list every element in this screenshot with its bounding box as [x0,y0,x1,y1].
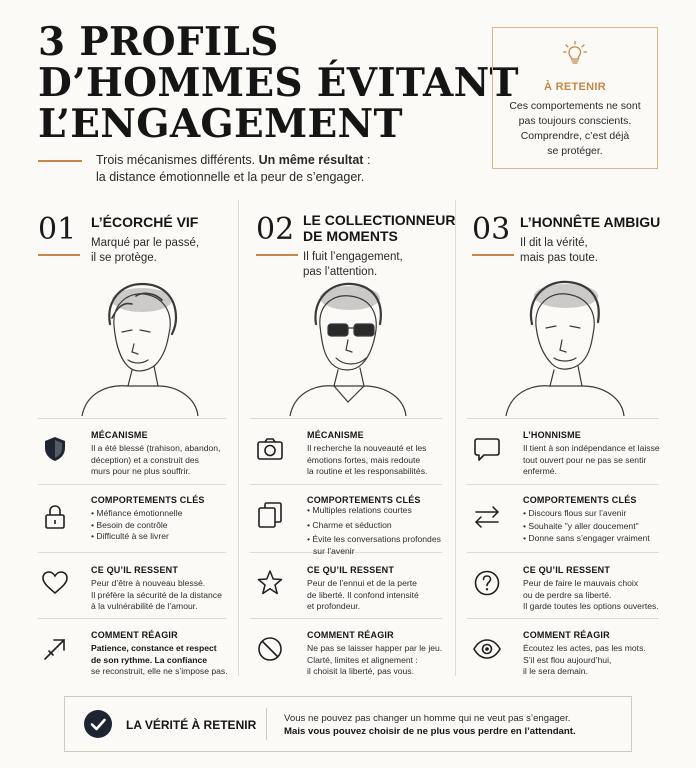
row-divider [467,618,659,619]
section-heading: CE QU’IL RESSENT [91,565,179,575]
section-heading: CE QU’IL RESSENT [523,565,611,575]
section-line: de liberté. Il confond intensité [307,589,419,600]
speech-bubble-icon [472,434,502,464]
section-line: Il a été blessé (trahison, abandon, [91,443,221,453]
portrait-sketch [62,266,212,416]
bullet-list [523,508,663,545]
profile-name [303,212,455,244]
bullet-item: • Évite les conversations profondes sur l’avenir [307,534,441,556]
section-line-bold: de son rythme. La confiance [91,654,208,665]
prohibited-icon [255,634,285,664]
section-line: Il tient à son indépendance et laisse [523,443,660,453]
section-text [91,643,239,678]
page-title [38,19,519,147]
row-divider [250,418,442,419]
section-line: enfermé. [523,466,557,476]
profile-name [91,214,198,230]
section-line: Peur d’être à nouveau blessé. [91,578,206,588]
section-line: il le sera demain. [523,666,588,676]
section-heading: COMPORTEMENTS CLÉS [91,495,205,505]
intro-bold: Un même résultat [258,153,364,167]
bullet-text: Besoin de contrôle [96,519,168,530]
number-accent-line [472,254,514,256]
section-line: se reconstruit, elle ne s’impose pas. [91,666,228,676]
row-divider [38,484,226,485]
portrait-sketch [490,266,640,416]
title-line: D’HOMMES ÉVITANT [38,60,519,106]
subtitle-line: pas l’attention. [303,266,378,278]
section-line: tout ouvert pour ne pas se sentir [523,454,647,465]
arrow-icon [40,634,70,664]
bullet-item: • Souhaite "y aller doucement" [523,520,639,531]
intro-accent-line [38,160,82,162]
intro-part1: Trois mécanismes différents. [96,153,259,167]
bullet-text: Discours flous sur l’avenir [528,508,627,518]
camera-icon [255,434,285,464]
heart-icon [40,568,70,598]
section-text [523,643,663,678]
bullet-item: • Méfiance émotionnelle [91,508,183,518]
subtitle-line: mais pas toute. [520,252,598,264]
profile-name-line: LE COLLECTIONNEUR [303,212,456,228]
banner-divider [266,708,267,740]
bullet-item: • Charme et séduction [307,519,392,530]
section-heading: COMMENT RÉAGIR [91,630,178,640]
section-text [523,578,663,613]
title-line: 3 PROFILS [38,19,279,65]
section-line: Peur de faire le mauvais choix [523,578,639,588]
section-line: la routine et les responsabilités. [307,466,428,476]
question-icon [472,568,502,598]
row-divider [467,484,659,485]
number-accent-line [38,254,80,256]
section-line: Écoutez les actes, pas les mots. [523,643,646,653]
retenir-line: pas toujours conscients. [518,115,632,127]
section-text [523,443,663,478]
profile-number: 03 [472,212,511,247]
profile-name-line: DE MOMENTS [303,228,398,244]
section-line: Clarté, limites et alignement : [307,654,418,665]
bullet-item: • Difficulté à se livrer [91,531,169,541]
row-divider [467,552,659,553]
bullet-text: Souhaite "y aller doucement" [528,520,639,531]
profile-number: 01 [38,212,77,247]
row-divider [38,618,226,619]
section-heading: MÉCANISME [307,430,364,440]
section-heading: COMMENT RÉAGIR [523,630,610,640]
retenir-line: Comprendre, c’est déjà [520,130,630,142]
row-divider [38,552,226,553]
bullet-text: Difficulté à se livrer [96,531,169,541]
portrait-sketch [272,266,422,416]
profile-number: 02 [256,212,295,247]
section-text [91,443,239,478]
section-heading: L’HONNISME [523,430,582,440]
bullet-text: Charme et séduction [312,519,392,530]
truth-text [284,712,624,738]
title-line: L’ENGAGEMENT [38,101,403,147]
section-heading: COMPORTEMENTS CLÉS [307,495,421,505]
subtitle-line: il se protège. [91,252,157,264]
row-divider [38,418,226,419]
section-line: Ne pas se laisser happer par le jeu. [307,643,443,653]
section-line: murs pour ne plus souffrir. [91,466,191,476]
intro-part2: : [363,153,371,167]
section-heading: COMMENT RÉAGIR [307,630,394,640]
retenir-label: À RETENIR [544,81,606,93]
double-arrow-icon [472,502,502,532]
row-divider [250,618,442,619]
section-text [307,643,447,678]
intro-text [96,152,396,186]
shield-icon [40,434,70,464]
subtitle-line: Il fuit l’engagement, [303,251,403,263]
profile-name-line: L’HONNÊTE AMBIGU [520,214,661,230]
star-icon [255,568,285,598]
retenir-line: se protéger. [547,145,603,157]
lightbulb-icon [561,40,589,68]
bullet-item: • Multiples relations courtes [307,505,412,515]
profile-subtitle [91,236,199,266]
number-accent-line [256,254,298,256]
stacked-cards-icon [255,500,285,530]
section-line: Peur de l’ennui et de la perte [307,578,417,588]
bullet-list [91,508,241,543]
section-line: déception) et a construit des [91,454,199,465]
section-heading: COMPORTEMENTS CLÉS [523,495,637,505]
padlock-icon [40,502,70,532]
retenir-box [492,27,658,169]
intro-line2: la distance émotionnelle et la peur de s’engager. [96,170,365,184]
truth-line: Vous ne pouvez pas changer un homme qui ne veut pas s’engager. [284,713,571,724]
section-line: Il recherche la nouveauté et les [307,443,427,453]
bullet-text: Donne sans s’engager vraiment [528,533,650,543]
bullet-item: • Discours flous sur l’avenir [523,508,627,518]
section-line: il choisit la liberté, pas vous. [307,666,414,676]
bullet-list [307,505,447,557]
truth-title: LA VÉRITÉ À RETENIR [126,718,257,732]
profile-name [520,214,660,230]
section-line: Il garde toutes les options ouvertes. [523,601,659,611]
section-heading: CE QU’IL RESSENT [307,565,395,575]
bullet-text: Multiples relations courtes [312,505,412,515]
row-divider [467,418,659,419]
section-line: Il préfère la sécurité de la distance [91,589,222,600]
section-line: ou de perdre sa liberté. [523,589,612,600]
bullet-item: • Donne sans s’engager vraiment [523,533,650,543]
profile-name-line: L’ÉCORCHÉ VIF [91,214,199,230]
bullet-text: Évite les conversations profondes sur l’avenir [312,534,441,556]
section-heading: MÉCANISME [91,430,148,440]
section-text [91,578,239,613]
retenir-line: Ces comportements ne sont [509,100,641,112]
section-text [307,443,447,478]
section-line: émotions fortes, mais redoute [307,454,421,465]
subtitle-line: Marqué par le passé, [91,237,200,249]
subtitle-line: Il dit la vérité, [520,237,588,249]
eye-icon [472,634,502,664]
section-line: S’il est flou aujourd’hui, [523,654,612,665]
truth-line-bold: Mais vous pouvez choisir de ne plus vous perdre en l’attendant. [284,726,576,737]
section-text [307,578,447,613]
retenir-text [493,99,657,159]
bullet-text: Méfiance émotionnelle [96,508,183,518]
section-line-bold: Patience, constance et respect [91,643,217,653]
column-divider [455,200,456,676]
bullet-item: • Besoin de contrôle [91,519,168,530]
profile-subtitle [520,236,598,266]
section-line: et profondeur. [307,601,361,611]
section-line: à la vulnérabilité de l’amour. [91,601,198,611]
row-divider [250,484,442,485]
check-icon [84,710,112,738]
